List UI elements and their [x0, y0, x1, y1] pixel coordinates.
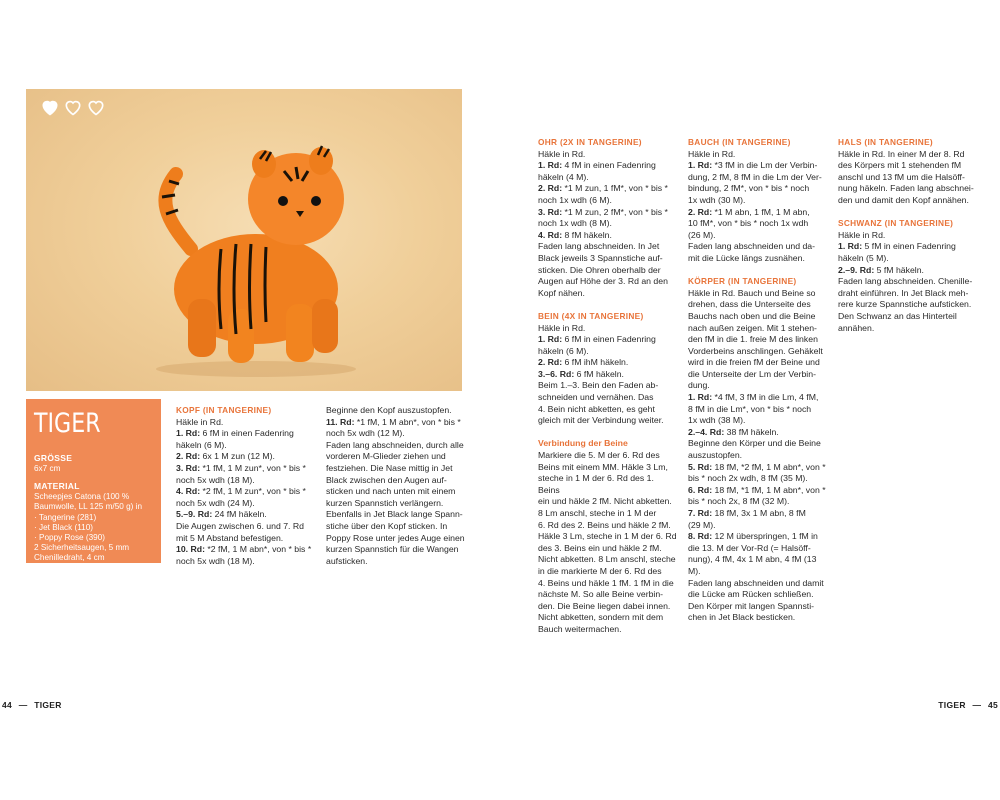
instruction-line: [688, 508, 828, 520]
instruction-text: schneiden und vernähen. Das: [538, 392, 654, 403]
instruction-text: aufsticken.: [326, 555, 368, 566]
instruction-line: [688, 172, 828, 184]
instruction-text: häkeln (6 M).: [538, 345, 589, 356]
round-label: 2. Rd:: [538, 357, 563, 368]
instruction-text: mit 5 M Abstand befestigen.: [176, 532, 284, 543]
instruction-text: Häkle in Rd.: [838, 229, 886, 240]
instruction-text: *1 M zun, 2 fM*, von * bis *: [562, 206, 668, 217]
instruction-line: [838, 288, 978, 300]
instruction-text: häkeln (6 M).: [176, 439, 227, 450]
instruction-line: [538, 230, 678, 242]
instruction-line: [538, 601, 678, 613]
material-line: Baumwolle, LL 125 m/50 g) in: [34, 502, 143, 512]
material-list: [34, 492, 153, 563]
instruction-text: die 13. M der Vor-Rd (= Halsöff-: [688, 542, 811, 553]
crochet-tiger-figure: [136, 119, 376, 379]
round-label: 2.–4. Rd:: [688, 426, 725, 437]
chapter-name: TIGER: [938, 700, 966, 710]
instruction-line: [176, 544, 316, 556]
instruction-line: [688, 473, 828, 485]
instruction-text: Nicht abketten. 8 Lm anschl, steche: [538, 554, 676, 565]
instruction-line: [838, 172, 978, 184]
instruction-line: [538, 276, 678, 288]
instruction-text: 1x wdh (38 M).: [688, 415, 746, 426]
instruction-text: den fM in die 1. freie M des linken: [688, 334, 818, 345]
round-label: 1. Rd:: [538, 160, 563, 171]
size-label: GRÖSSE: [34, 453, 73, 463]
instruction-line: [326, 428, 466, 440]
instruction-text: Faden lang abschneiden. In Jet: [538, 241, 660, 252]
instruction-text: häkeln (5 M).: [838, 252, 889, 263]
round-label: 3. Rd:: [538, 206, 563, 217]
instruction-text: 5 fM in einen Fadenring: [862, 241, 956, 252]
section-heading: BAUCH (IN TANGERINE): [688, 137, 791, 147]
instruction-line: [538, 160, 678, 172]
instruction-text: 5 fM häkeln.: [874, 264, 924, 275]
instruction-line: [538, 380, 678, 392]
instruction-text: 6 fM in einen Fadenring: [562, 334, 656, 345]
instruction-text: Markiere die 5. M der 6. Rd des: [538, 450, 660, 461]
instruction-line: [688, 323, 828, 335]
instruction-text: 4. Beins und häkle 1 fM. 1 fM in die: [538, 577, 674, 588]
instruction-text: Häkle in Rd.: [538, 322, 586, 333]
instruction-text: 6 fM ihM häkeln.: [562, 357, 629, 368]
instruction-line: [688, 496, 828, 508]
round-label: 2.–9. Rd:: [838, 264, 875, 275]
instruction-text: ein und häkle 2 fM. Nicht abketten.: [538, 496, 672, 507]
instruction-text: Häkle in Rd.: [688, 148, 736, 159]
instruction-line: [688, 543, 828, 555]
instruction-line: [688, 288, 828, 300]
instruction-text: 12 M überspringen, 1 fM in: [712, 531, 818, 542]
instruction-line: [176, 533, 316, 545]
instruction-line: [838, 230, 978, 242]
round-label: 2. Rd:: [176, 451, 201, 462]
instruction-text: sticken. Die Ohren oberhalb der: [538, 264, 661, 275]
instruction-text: *1 fM, 1 M zun*, von * bis *: [200, 462, 306, 473]
instruction-text: in die markierte M der 6. Rd des: [538, 565, 662, 576]
round-label: 3.–6. Rd:: [538, 368, 575, 379]
instruction-text: *2 fM, 1 M zun*, von * bis *: [200, 486, 306, 497]
instructions-column-head-cont: [326, 405, 466, 567]
instruction-line: [326, 475, 466, 487]
instruction-text: den und damit den Kopf annähen.: [838, 194, 969, 205]
instruction-text: Bauchs nach oben und die Beine: [688, 310, 816, 321]
instruction-line: [538, 357, 678, 369]
instruction-line: [326, 544, 466, 556]
instruction-text: dung, 2 fM, 8 fM in die Lm der Ver-: [688, 171, 822, 182]
section-heading: KOPF (IN TANGERINE): [176, 405, 272, 415]
instruction-text: Den Schwanz an das Hinterteil: [838, 310, 957, 321]
instruction-line: [538, 508, 678, 520]
round-label: 2. Rd:: [538, 183, 563, 194]
round-label: 1. Rd:: [688, 392, 713, 403]
instruction-text: Häkle in Rd. Bauch und Beine so: [688, 287, 816, 298]
instruction-text: Die Augen zwischen 6. und 7. Rd: [176, 520, 304, 531]
instruction-line: [326, 486, 466, 498]
section-heading: BEIN (4X IN TANGERINE): [538, 310, 644, 321]
instruction-line: [538, 218, 678, 230]
instruction-text: Faden lang abschneiden. Chenille-: [838, 276, 973, 287]
instruction-line: [688, 612, 828, 624]
instruction-text: 10 fM*, von * bis * noch 1x wdh: [688, 218, 809, 229]
instruction-line: [538, 323, 678, 335]
material-line: · Poppy Rose (390): [34, 533, 105, 543]
difficulty-hearts: [40, 97, 106, 117]
instruction-text: Häkle 3 Lm, steche in 1 M der 6. Rd: [538, 531, 677, 542]
instruction-text: 8 fM häkeln.: [562, 229, 612, 240]
instruction-line: [176, 521, 316, 533]
pattern-title: TIGER: [34, 408, 101, 439]
round-label: 4. Rd:: [538, 229, 563, 240]
instruction-line: [838, 195, 978, 207]
instruction-text: auszustopfen.: [688, 450, 743, 461]
instruction-line: [176, 498, 316, 510]
instruction-text: steche in 1 M der 6. Rd des 1. Beins: [538, 473, 654, 495]
instruction-text: stiche über den Kopf sticken. In: [326, 520, 448, 531]
instruction-text: Beginne den Kopf auszustopfen.: [326, 405, 452, 415]
instruction-text: 6 fM häkeln.: [574, 368, 624, 379]
instruction-text: noch 1x wdh (6 M).: [538, 194, 612, 205]
instruction-line: [538, 473, 678, 496]
instruction-line: [326, 556, 466, 568]
instruction-text: Faden lang abschneiden und da-: [688, 241, 816, 252]
instruction-line: [688, 299, 828, 311]
instruction-line: [688, 195, 828, 207]
instruction-text: Ebenfalls in Jet Black lange Spann-: [326, 509, 463, 520]
instruction-line: [326, 451, 466, 463]
instruction-text: Poppy Rose unter jedes Auge einen: [326, 532, 465, 543]
instruction-text: häkeln (4 M).: [538, 171, 589, 182]
instruction-text: 6. Rd des 2. Beins und häkle 2 fM.: [538, 519, 671, 530]
instruction-text: noch 5x wdh (18 M).: [176, 555, 255, 566]
instruction-line: [688, 357, 828, 369]
material-line: · Tangerine (281): [34, 512, 97, 522]
instruction-line: [538, 520, 678, 532]
material-line: Scheepjes Catona (100 %: [34, 492, 130, 502]
instruction-line: [688, 311, 828, 323]
instruction-text: nung), 4 fM, 4x 1 M abn, 4 fM (13 M).: [688, 554, 817, 576]
instruction-text: kurzen Spannstich für die Wangen: [326, 544, 459, 555]
instruction-line: [538, 149, 678, 161]
instruction-text: Kopf nähen.: [538, 287, 585, 298]
instruction-line: [838, 183, 978, 195]
instruction-text: 8 fM in die Lm*, von * bis * noch: [688, 403, 812, 414]
instruction-text: *4 fM, 3 fM in die Lm, 4 fM,: [712, 392, 819, 403]
instruction-line: [538, 543, 678, 555]
instruction-text: noch 5x wdh (18 M).: [176, 474, 255, 485]
instruction-line: [688, 438, 828, 450]
instruction-text: *3 fM in die Lm der Verbin-: [712, 160, 818, 171]
instruction-line: [838, 241, 978, 253]
instruction-text: 18 fM, 3x 1 M abn, 8 fM: [712, 508, 806, 518]
round-label: 1. Rd:: [838, 241, 863, 252]
instruction-line: [688, 160, 828, 172]
instruction-line: [538, 392, 678, 404]
instruction-text: *1 M zun, 1 fM*, von * bis *: [562, 183, 668, 194]
instruction-line: [326, 440, 466, 452]
spacer: [838, 207, 978, 219]
instruction-line: [688, 218, 828, 230]
instructions-column-ear-leg: [538, 137, 678, 636]
instruction-line: [688, 369, 828, 381]
instruction-text: (29 M).: [688, 519, 716, 530]
instruction-line: [538, 554, 678, 566]
instruction-line: [838, 311, 978, 323]
instruction-text: draht einführen. In Jet Black meh-: [838, 287, 969, 298]
subsection-heading: Verbindung der Beine: [538, 438, 628, 449]
instruction-line: [538, 566, 678, 578]
instruction-text: die Lücke am Rücken schließen.: [688, 589, 814, 600]
instruction-line: [538, 346, 678, 358]
instruction-line: [688, 380, 828, 392]
instruction-text: Augen auf Höhe der 3. Rd an den: [538, 276, 668, 287]
instruction-line: [838, 299, 978, 311]
instruction-text: Beins mit einem MM. Häkle 3 Lm,: [538, 461, 668, 472]
instruction-line: [688, 450, 828, 462]
instruction-line: [688, 427, 828, 439]
material-line: · Jet Black (110): [34, 522, 93, 532]
instruction-text: Beim 1.–3. Bein den Faden ab-: [538, 380, 659, 391]
instruction-text: 18 fM, *2 fM, 1 M abn*, von *: [712, 461, 826, 472]
instruction-line: [538, 589, 678, 601]
instructions-column-belly-body: [688, 137, 828, 624]
filled-heart-icon: [40, 97, 60, 117]
round-label: 2. Rd:: [688, 206, 713, 217]
instruction-line: [688, 415, 828, 427]
instruction-text: 4 fM in einen Fadenring: [562, 160, 656, 171]
instruction-text: anschl und 13 fM um die Halsöff-: [838, 171, 965, 182]
instruction-text: Bauch weitermachen.: [538, 623, 622, 634]
instruction-line: [838, 160, 978, 172]
instruction-text: bis * noch 2x wdh, 8 fM (35 M).: [688, 473, 808, 484]
instruction-line: [688, 531, 828, 543]
instruction-line: [838, 265, 978, 277]
instruction-line: [538, 578, 678, 590]
instruction-line: [538, 415, 678, 427]
instruction-line: [538, 612, 678, 624]
instruction-line: [688, 462, 828, 474]
instruction-line: [838, 253, 978, 265]
instruction-text: 6 fM in einen Fadenring: [200, 428, 294, 439]
spacer: [538, 427, 678, 439]
instruction-text: bis * noch 2x, 8 fM (32 M).: [688, 496, 790, 507]
instruction-line: [688, 334, 828, 346]
instruction-text: 1x wdh (30 M).: [688, 194, 746, 205]
instruction-line: [688, 392, 828, 404]
instruction-text: gleich mit der Verbindung weiter.: [538, 415, 664, 426]
instruction-text: drehen, dass die Unterseite des: [688, 299, 811, 310]
material-line: Chenilledraht, 4 cm: [34, 553, 105, 563]
instruction-text: bindung, 2 fM*, von * bis * noch: [688, 183, 810, 194]
round-label: 3. Rd:: [176, 462, 201, 473]
instruction-line: [838, 149, 978, 161]
outline-heart-icon: [63, 97, 83, 117]
instruction-text: (26 M).: [688, 229, 716, 240]
instruction-text: Häkle in Rd.: [176, 416, 224, 427]
instruction-line: [688, 589, 828, 601]
instruction-text: 24 fM häkeln.: [212, 509, 267, 520]
spacer: [688, 265, 828, 277]
instruction-line: [688, 485, 828, 497]
instruction-text: *1 M abn, 1 fM, 1 M abn,: [712, 206, 810, 217]
instruction-text: rere kurze Spannstiche aufsticken.: [838, 299, 972, 310]
instruction-text: Häkle in Rd.: [538, 148, 586, 159]
instruction-line: [538, 172, 678, 184]
instruction-line: [538, 462, 678, 474]
instruction-text: Beginne den Körper und die Beine: [688, 438, 821, 449]
instruction-text: wird in die freien fM der Beine und: [688, 357, 820, 368]
page-number: 44: [2, 700, 13, 710]
instruction-line: [688, 183, 828, 195]
spacer: [538, 299, 678, 311]
outline-heart-icon: [86, 97, 106, 117]
instruction-text: den. Die Beine liegen dabei innen.: [538, 600, 671, 611]
instruction-text: Faden lang abschneiden, durch alle: [326, 439, 464, 450]
instruction-line: [688, 601, 828, 613]
instruction-text: 6x 1 M zun (12 M).: [200, 451, 275, 462]
instruction-line: [688, 241, 828, 253]
instruction-line: [838, 323, 978, 335]
instruction-line: [326, 417, 466, 429]
instruction-text: Black zwischen den Augen auf-: [326, 474, 447, 485]
round-label: 10. Rd:: [176, 544, 205, 555]
instruction-line: [538, 241, 678, 253]
instruction-line: [176, 509, 316, 521]
round-label: 7. Rd:: [688, 508, 713, 518]
instruction-line: [538, 265, 678, 277]
instruction-line: [326, 405, 466, 417]
instruction-line: [176, 486, 316, 498]
instruction-line: [538, 404, 678, 416]
instruction-line: [688, 149, 828, 161]
instruction-text: dung.: [688, 380, 710, 391]
instruction-line: [538, 450, 678, 462]
instruction-line: [176, 428, 316, 440]
instruction-line: [688, 253, 828, 265]
instruction-line: [538, 369, 678, 381]
instruction-line: [176, 475, 316, 487]
size-value: 6x7 cm: [34, 464, 61, 473]
instruction-text: noch 1x wdh (8 M).: [538, 218, 612, 229]
round-label: 8. Rd:: [688, 531, 713, 542]
instruction-text: vorderen M-Glieder ziehen und: [326, 451, 446, 462]
instructions-column-neck-tail: [838, 137, 978, 334]
instruction-line: [838, 276, 978, 288]
instructions-column-head: [176, 405, 316, 567]
instruction-line: [688, 207, 828, 219]
instruction-text: 8 Lm anschl, steche in 1 M der: [538, 508, 657, 518]
instruction-text: Vorderbeins anschlingen. Gehäkelt: [688, 345, 823, 356]
section-heading: SCHWANZ (IN TANGERINE): [838, 218, 954, 229]
instruction-text: 18 fM, *1 fM, 1 M abn*, von *: [712, 484, 826, 495]
instruction-line: [326, 498, 466, 510]
instruction-line: [688, 554, 828, 577]
instruction-line: [688, 404, 828, 416]
instruction-line: [538, 288, 678, 300]
right-page-footer: TIGER — 45: [938, 700, 998, 710]
instruction-text: festziehen. Die Nase mittig in Jet: [326, 462, 453, 473]
instruction-text: des Körpers mit 1 stehenden fM: [838, 160, 962, 171]
instruction-line: [176, 440, 316, 452]
material-line: 2 Sicherheitsaugen, 5 mm: [34, 543, 130, 553]
section-heading: HALS (IN TANGERINE): [838, 137, 933, 147]
round-label: 6. Rd:: [688, 484, 713, 495]
instruction-text: sticken und nach unten mit einem: [326, 486, 456, 497]
section-heading: KÖRPER (IN TANGERINE): [688, 276, 797, 287]
instruction-line: [538, 183, 678, 195]
instruction-line: [688, 346, 828, 358]
round-label: 1. Rd:: [176, 428, 201, 439]
instruction-text: kurzen Spannstich verlängern.: [326, 497, 444, 508]
instruction-text: Häkle in Rd. In einer M der 8. Rd: [838, 148, 965, 159]
instruction-text: die Unterseite der Lm der Verbin-: [688, 368, 816, 379]
instruction-text: nung häkeln. Faden lang abschnei-: [838, 183, 974, 194]
instruction-line: [176, 463, 316, 475]
chapter-name: TIGER: [34, 700, 62, 710]
instruction-line: [176, 451, 316, 463]
instruction-line: [538, 195, 678, 207]
instruction-line: [176, 556, 316, 568]
instruction-text: Black jeweils 3 Spannstiche auf-: [538, 252, 663, 263]
round-label: 1. Rd:: [688, 160, 713, 171]
instruction-line: [538, 624, 678, 636]
instruction-text: *2 fM, 1 M abn*, von * bis *: [204, 544, 312, 555]
instruction-text: nächste M. So alle Beine verbin-: [538, 589, 664, 600]
instruction-line: [538, 531, 678, 543]
instruction-text: noch 5x wdh (12 M).: [326, 428, 405, 439]
instruction-line: [326, 521, 466, 533]
instruction-line: [688, 578, 828, 590]
instruction-text: Den Körper mit langen Spannsti-: [688, 600, 815, 611]
instruction-text: noch 5x wdh (24 M).: [176, 497, 255, 508]
instruction-line: [326, 533, 466, 545]
round-label: 1. Rd:: [538, 334, 563, 345]
instruction-line: [538, 334, 678, 346]
instruction-text: chen in Jet Black besticken.: [688, 612, 796, 623]
instruction-text: des 3. Beins ein und häkle 2 fM.: [538, 542, 662, 553]
instruction-text: annähen.: [838, 322, 875, 333]
round-label: 11. Rd:: [326, 416, 355, 427]
instruction-text: *1 fM, 1 M abn*, von * bis *: [354, 416, 461, 427]
instruction-line: [326, 509, 466, 521]
instruction-line: [176, 417, 316, 429]
instruction-text: Faden lang abschneiden und damit: [688, 577, 824, 588]
instruction-text: 4. Bein nicht abketten, es geht: [538, 403, 655, 414]
page-number: 45: [987, 700, 998, 710]
instruction-line: [538, 207, 678, 219]
tiger-photo: [26, 89, 462, 391]
instruction-text: mit die Lücke längs zusnähen.: [688, 252, 805, 263]
instruction-text: 38 fM häkeln.: [724, 426, 779, 437]
instruction-line: [688, 520, 828, 532]
material-info-box: [26, 399, 161, 563]
instruction-line: [538, 253, 678, 265]
instruction-line: [688, 230, 828, 242]
round-label: 5.–9. Rd:: [176, 509, 213, 520]
instruction-line: [538, 496, 678, 508]
instruction-text: nach außen zeigen. Mit 1 stehen-: [688, 322, 817, 333]
instruction-line: [326, 463, 466, 475]
section-heading: OHR (2X IN TANGERINE): [538, 137, 642, 147]
material-label: MATERIAL: [34, 481, 80, 492]
round-label: 4. Rd:: [176, 486, 201, 497]
instruction-text: Nicht abketten, sondern mit dem: [538, 612, 664, 623]
round-label: 5. Rd:: [688, 461, 713, 472]
left-page-footer: 44 — TIGER: [2, 700, 62, 710]
